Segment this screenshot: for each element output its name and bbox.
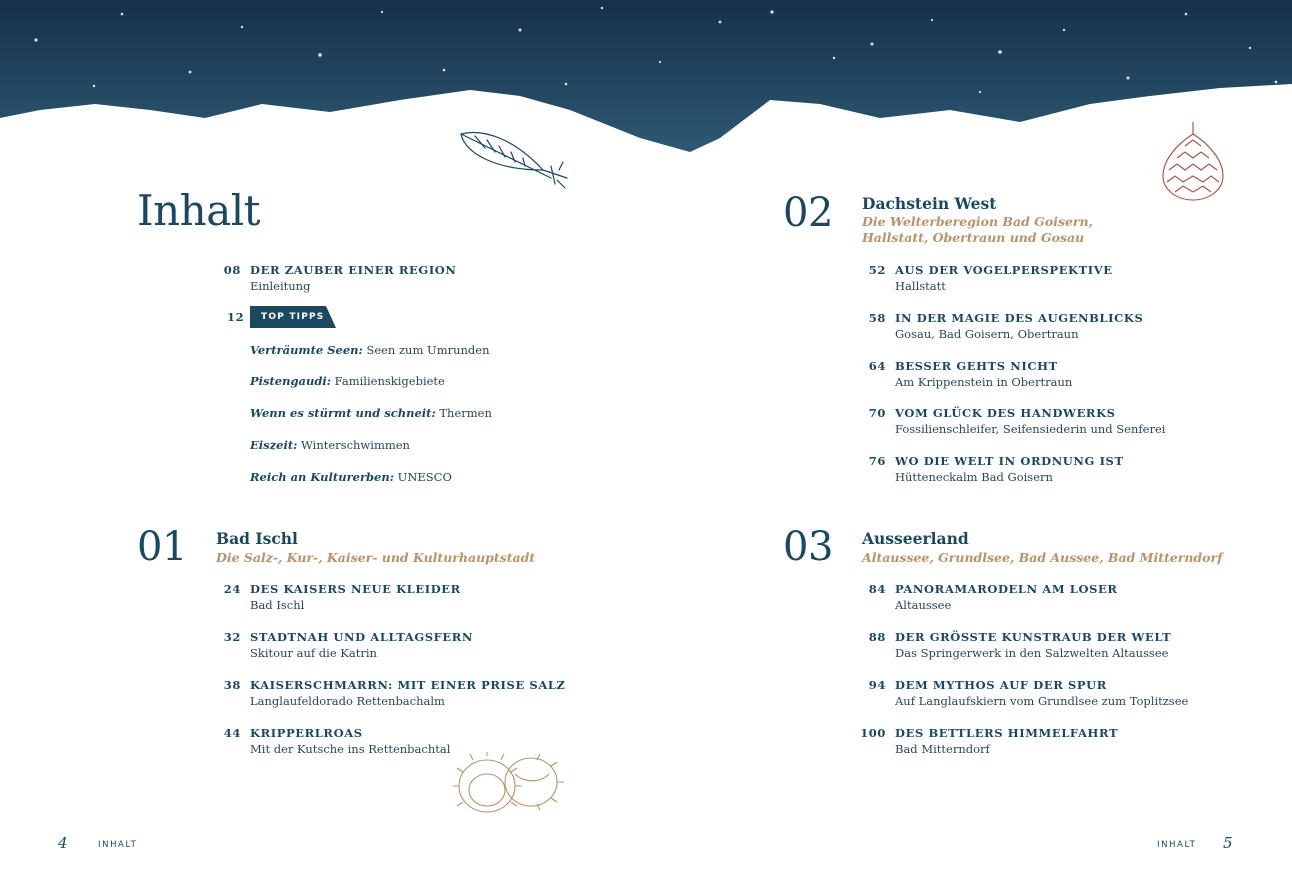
- pinecone-icon: [1155, 120, 1231, 202]
- section-subtitle: Die Salz-, Kur-, Kaiser- und Kulturhauptstadt: [216, 550, 536, 565]
- page-number: 08: [223, 263, 241, 277]
- section-title: Dachstein West: [862, 194, 997, 213]
- entry-title: VOM GLÜCK DES HANDWERKS: [895, 406, 1116, 420]
- entry-subtitle: Gosau, Bad Goisern, Obertraun: [895, 327, 1079, 341]
- night-sky-banner: [0, 0, 1292, 160]
- entry-subtitle: Auf Langlaufskiern vom Grundlsee zum Toplitzsee: [895, 694, 1189, 708]
- entry-subtitle: Hütteneckalm Bad Goisern: [895, 470, 1053, 484]
- page-number: 58: [868, 311, 886, 325]
- footer-page-number: 5: [1223, 834, 1233, 852]
- entry-subtitle: Bad Mitterndorf: [895, 742, 990, 756]
- entry-title: DER ZAUBER EINER REGION: [250, 263, 457, 277]
- entry-title: WO DIE WELT IN ORDNUNG IST: [895, 454, 1124, 468]
- entry-subtitle: Fossilienschleifer, Seifensiederin und Senferei: [895, 422, 1166, 436]
- top-tipps-page-number: 12: [227, 310, 245, 324]
- page-number: 76: [868, 454, 886, 468]
- section-number: 03: [783, 524, 833, 570]
- page-number: 38: [223, 678, 241, 692]
- entry-subtitle: Hallstatt: [895, 279, 946, 293]
- section-subtitle: Die Welterberegion Bad Goisern,: [862, 214, 1093, 229]
- page-number: 84: [868, 582, 886, 596]
- footer-label: INHALT: [98, 840, 138, 850]
- entry-subtitle: Altaussee: [895, 598, 952, 612]
- entry-title: STADTNAH UND ALLTAGSFERN: [250, 630, 474, 644]
- tip-text: UNESCO: [397, 470, 452, 484]
- page-number: 64: [868, 359, 886, 373]
- section-number: 02: [783, 190, 833, 236]
- entry-title: BESSER GEHTS NICHT: [895, 359, 1058, 373]
- tip-text: Thermen: [439, 406, 492, 420]
- page-number: 88: [868, 630, 886, 644]
- entry-title: PANORAMARODELN AM LOSER: [895, 582, 1118, 596]
- entry-subtitle: Mit der Kutsche ins Rettenbachtal: [250, 742, 451, 756]
- tip-text: Winterschwimmen: [301, 438, 410, 452]
- tip-item[interactable]: [250, 437, 410, 453]
- footer-page-number: 4: [58, 834, 68, 852]
- section-subtitle: Hallstatt, Obertraun und Gosau: [862, 230, 1085, 245]
- entry-subtitle: Am Krippenstein in Obertraun: [895, 375, 1073, 389]
- page-number: 70: [868, 406, 886, 420]
- tip-item[interactable]: [250, 405, 492, 421]
- page-number: 44: [223, 726, 241, 740]
- section-title: Bad Ischl: [216, 529, 298, 548]
- tip-emphasis: Wenn es stürmt und schneit:: [250, 406, 436, 420]
- entry-subtitle: Einleitung: [250, 279, 311, 293]
- tip-emphasis: Verträumte Seen:: [250, 343, 363, 357]
- tip-emphasis: Pistengaudi:: [250, 374, 331, 388]
- entry-subtitle: Das Springerwerk in den Salzwelten Altaussee: [895, 646, 1169, 660]
- footer-label: INHALT: [1157, 840, 1197, 850]
- entry-title: KRIPPERLROAS: [250, 726, 363, 740]
- top-tipps-label: TOP TIPPS: [261, 312, 325, 322]
- page-number: 52: [868, 263, 886, 277]
- entry-title: DES BETTLERS HIMMELFAHRT: [895, 726, 1119, 740]
- tip-item[interactable]: [250, 373, 445, 389]
- tip-item[interactable]: [250, 469, 452, 485]
- chestnut-icon: [453, 752, 565, 818]
- page-number: 100: [860, 726, 886, 740]
- feather-icon: [455, 126, 575, 198]
- page-title: Inhalt: [137, 186, 261, 235]
- entry-title: DEM MYTHOS AUF DER SPUR: [895, 678, 1107, 692]
- entry-title: DER GRÖSSTE KUNSTRAUB DER WELT: [895, 630, 1172, 644]
- tip-emphasis: Reich an Kulturerben:: [250, 470, 394, 484]
- tip-text: Familienskigebiete: [334, 374, 445, 388]
- section-title: Ausseerland: [862, 529, 969, 548]
- page-number: 24: [223, 582, 241, 596]
- section-subtitle: Altaussee, Grundlsee, Bad Aussee, Bad Mitterndorf: [862, 550, 1223, 565]
- page-number: 94: [868, 678, 886, 692]
- entry-subtitle: Langlaufeldorado Rettenbachalm: [250, 694, 445, 708]
- entry-title: AUS DER VOGELPERSPEKTIVE: [895, 263, 1113, 277]
- entry-subtitle: Skitour auf die Katrin: [250, 646, 377, 660]
- entry-subtitle: Bad Ischl: [250, 598, 305, 612]
- tip-item[interactable]: [250, 342, 490, 358]
- entry-title: KAISERSCHMARRN: MIT EINER PRISE SALZ: [250, 678, 566, 692]
- entry-title: IN DER MAGIE DES AUGENBLICKS: [895, 311, 1144, 325]
- tip-emphasis: Eiszeit:: [250, 438, 298, 452]
- page-number: 32: [223, 630, 241, 644]
- entry-title: DES KAISERS NEUE KLEIDER: [250, 582, 461, 596]
- tip-text: Seen zum Umrunden: [366, 343, 490, 357]
- section-number: 01: [137, 524, 187, 570]
